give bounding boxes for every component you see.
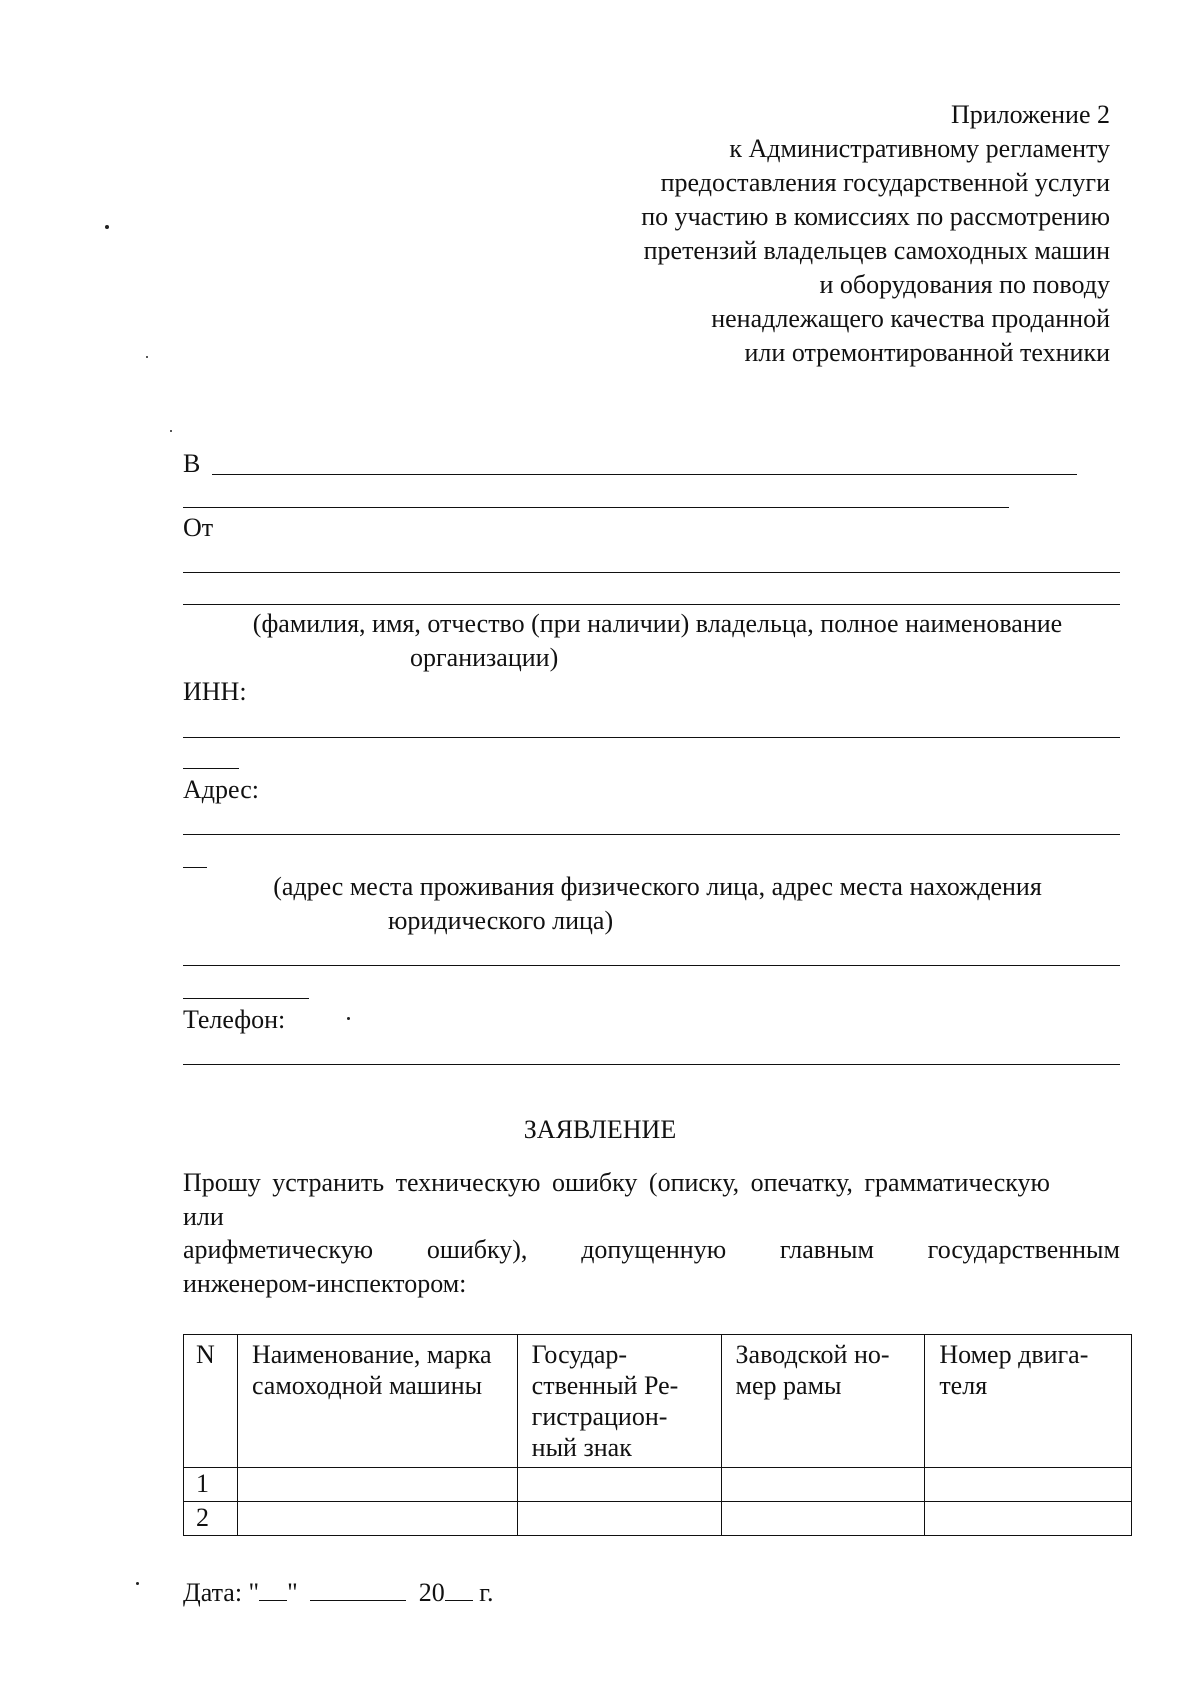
- date-quote-close: ": [287, 1578, 298, 1607]
- table-header-cell: Заводской но-мер рамы: [721, 1335, 925, 1468]
- from-field-line[interactable]: [183, 572, 1120, 573]
- header-line: Приложение 2: [950, 100, 1110, 129]
- inn-field-line-2[interactable]: [183, 768, 239, 769]
- owner-note-line: организации): [410, 643, 559, 672]
- scan-speck: [136, 1582, 139, 1585]
- header-line: предоставления государственной услуги: [660, 168, 1110, 197]
- table-header-cell: Государ-ственный Ре-гистрацион-ный знак: [517, 1335, 721, 1468]
- table-header-cell: Номер двига-теля: [925, 1335, 1132, 1468]
- address-note: [183, 871, 1132, 903]
- statement-word: государственным: [927, 1235, 1120, 1264]
- table-row: [184, 1468, 1132, 1502]
- address-field-line-2[interactable]: [183, 867, 207, 868]
- table-cell[interactable]: [237, 1468, 517, 1502]
- to-field-line-2[interactable]: [183, 507, 1009, 508]
- inn-label: ИНН:: [183, 677, 247, 706]
- date-year-suffix: г.: [479, 1578, 494, 1607]
- from-field-line-2[interactable]: [183, 604, 1120, 605]
- to-field-line[interactable]: [212, 474, 1077, 475]
- statement-word: арифметическую: [183, 1235, 374, 1264]
- table-cell[interactable]: [237, 1502, 517, 1536]
- date-label: Дата: ": [183, 1578, 260, 1607]
- address-label: Адрес:: [183, 775, 259, 804]
- table-cell[interactable]: [517, 1502, 721, 1536]
- statement-line: Прошу устранить техническую ошибку (описку, опечатку, грамматическую: [183, 1168, 1050, 1197]
- date-year-field[interactable]: [445, 1574, 473, 1601]
- table-header-cell: Наименование, марка самоходной машины: [237, 1335, 517, 1468]
- statement-title: ЗАЯВЛЕНИЕ: [523, 1115, 677, 1144]
- scan-speck: [170, 430, 172, 432]
- from-label: От: [183, 513, 214, 542]
- header-line: по участию в комиссиях по рассмотрению: [641, 202, 1110, 231]
- table-cell-number: 1: [184, 1468, 238, 1502]
- address-field-line[interactable]: [183, 834, 1120, 835]
- address-note-line: юридического лица): [388, 906, 614, 935]
- date-year-prefix: 20: [418, 1578, 445, 1607]
- table-row: [184, 1502, 1132, 1536]
- statement-line: инженером-инспектором:: [183, 1269, 467, 1298]
- header-line: или отремонтированной техники: [744, 338, 1110, 367]
- statement-line: или: [183, 1202, 224, 1231]
- scan-speck: [105, 225, 109, 229]
- document-header: [641, 98, 1110, 370]
- header-line: претензий владельцев самоходных машин: [643, 236, 1110, 265]
- statement-word: допущенную: [581, 1235, 727, 1264]
- table-header-row: [184, 1335, 1132, 1468]
- phone-field-line[interactable]: [183, 1064, 1120, 1065]
- scan-speck: [347, 1017, 350, 1020]
- table-cell-number: 2: [184, 1502, 238, 1536]
- statement-word: главным: [779, 1235, 874, 1264]
- address-field-line-3[interactable]: [183, 965, 1120, 966]
- table-cell[interactable]: [517, 1468, 721, 1502]
- statement-word: ошибку),: [426, 1235, 528, 1264]
- date-month-field[interactable]: [310, 1574, 406, 1601]
- owner-note-line: (фамилия, имя, отчество (при наличии) владельца, полное наименование: [252, 609, 1063, 638]
- header-line: и оборудования по поводу: [819, 270, 1110, 299]
- date-day-field[interactable]: [259, 1574, 287, 1601]
- phone-label: Телефон:: [183, 1005, 286, 1034]
- machine-table: [183, 1334, 1132, 1536]
- header-line: к Административному регламенту: [729, 134, 1110, 163]
- scan-speck: [146, 356, 148, 358]
- to-label: В: [183, 449, 201, 478]
- table-cell[interactable]: [721, 1468, 925, 1502]
- table-cell[interactable]: [721, 1502, 925, 1536]
- date-line: [183, 1574, 494, 1609]
- table-cell[interactable]: [925, 1468, 1132, 1502]
- address-field-line-4[interactable]: [183, 998, 309, 999]
- owner-note: [183, 608, 1132, 640]
- table-header-cell: N: [184, 1335, 238, 1468]
- inn-field-line[interactable]: [183, 737, 1120, 738]
- header-line: ненадлежащего качества проданной: [711, 304, 1110, 333]
- table-cell[interactable]: [925, 1502, 1132, 1536]
- address-note-line: (адрес места проживания физического лица, адрес места нахождения: [273, 872, 1042, 901]
- statement-line-justified: [183, 1234, 1120, 1266]
